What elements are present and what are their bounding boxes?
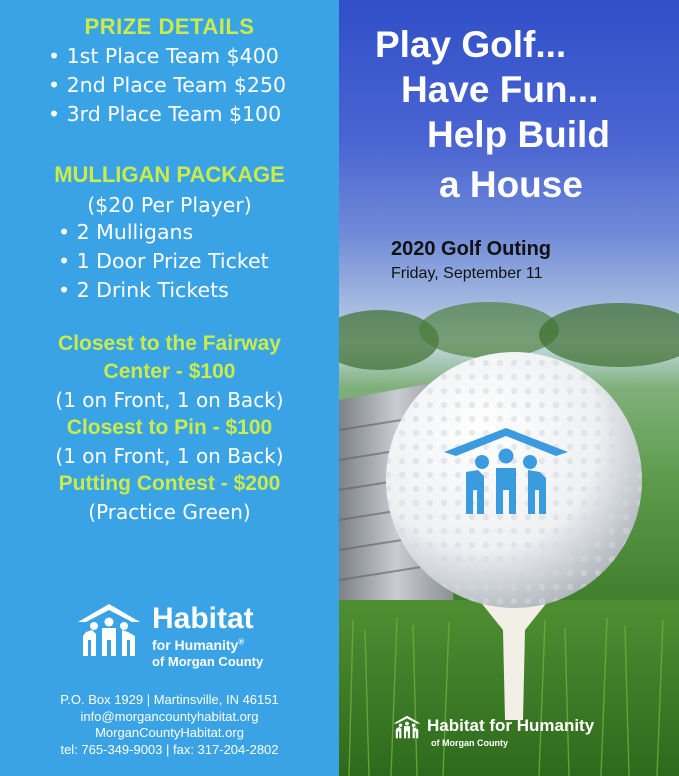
contact-email[interactable]: info@morgancountyhabitat.org: [80, 708, 259, 724]
footer-logo-county: of Morgan County: [431, 738, 508, 748]
cover-panel: [339, 0, 679, 776]
habitat-logo: [72, 594, 272, 674]
logo-wordmark: [152, 604, 263, 668]
headline-line-1: Play Golf...: [375, 24, 567, 65]
headline-line-3: Help Build: [427, 114, 610, 155]
headline-line-2: Have Fun...: [401, 69, 599, 110]
list-item: • 1 Door Prize Ticket: [58, 247, 269, 276]
event-date: Friday, September 11: [391, 265, 543, 282]
contact-phones: tel: 765-349-9003 | fax: 317-204-2802: [60, 741, 279, 757]
contest-fairway-title-2: Center - $100: [103, 360, 236, 383]
contact-address: P.O. Box 1929 | Martinsville, IN 46151: [60, 692, 279, 707]
contest-fairway-title-1: Closest to the Fairway: [58, 332, 281, 355]
list-item: • 1st Place Team $400: [48, 42, 286, 71]
footer-logo-word: Habitat for Humanity: [427, 716, 595, 735]
logo-sub: for Humanity: [152, 637, 239, 653]
contest-pin-title: Closest to Pin - $100: [66, 416, 273, 439]
info-panel: [0, 0, 339, 776]
logo-county: of Morgan County: [152, 654, 264, 669]
list-item: • 2 Mulligans: [58, 218, 269, 247]
golf-ball-photo: [339, 300, 679, 776]
list-item: • 3rd Place Team $100: [48, 100, 286, 129]
prize-list: [48, 42, 286, 129]
contest-fairway-note: (1 on Front, 1 on Back): [55, 388, 284, 412]
contest-pin-note: (1 on Front, 1 on Back): [55, 444, 284, 468]
list-item: • 2nd Place Team $250: [48, 71, 286, 100]
mulligan-list: [58, 218, 269, 305]
contest-putting-note: (Practice Green): [88, 500, 251, 524]
contest-putting-title: Putting Contest - $200: [58, 472, 281, 495]
headline-line-4: a House: [439, 164, 583, 205]
contact-info: [0, 692, 339, 758]
contests-section: [0, 330, 339, 526]
prize-details-heading: PRIZE DETAILS: [84, 14, 255, 39]
list-item: • 2 Drink Tickets: [58, 276, 269, 305]
habitat-house-logo-icon: [391, 714, 423, 740]
contact-website[interactable]: MorganCountyHabitat.org: [95, 725, 244, 740]
mulligan-price: ($20 Per Player): [87, 193, 252, 217]
mulligan-package-heading: MULLIGAN PACKAGE: [54, 162, 285, 187]
habitat-house-logo-icon: [72, 600, 146, 660]
registered-mark: ®: [238, 637, 245, 647]
event-title: 2020 Golf Outing: [391, 238, 552, 260]
logo-word: Habitat: [152, 602, 254, 635]
